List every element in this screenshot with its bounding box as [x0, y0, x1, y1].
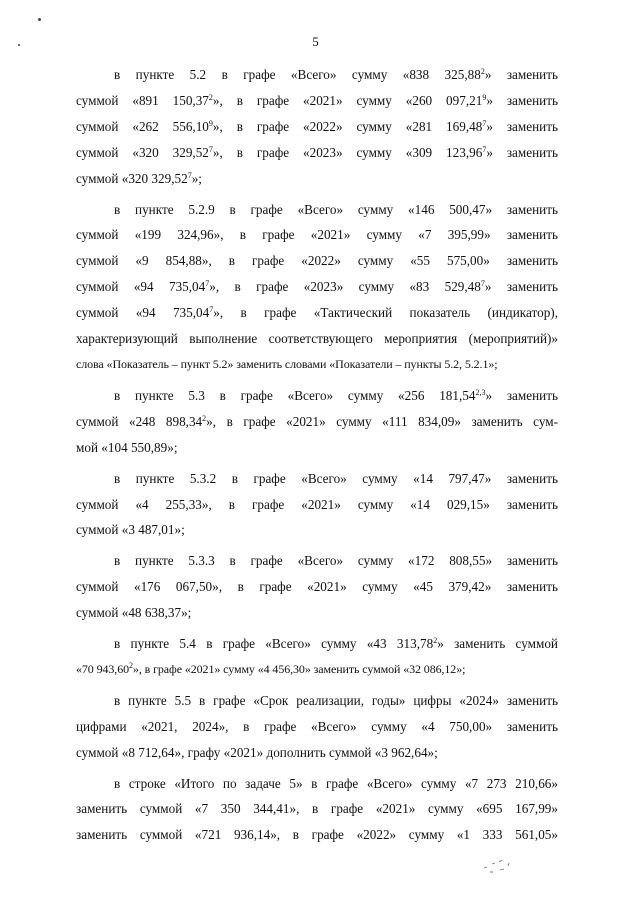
text-line: суммой «48 638,37»; [76, 605, 192, 621]
footnote-marker: 7 [205, 279, 210, 289]
document-body [76, 62, 558, 853]
footnote-marker: 7 [187, 170, 192, 180]
paragraph [76, 466, 558, 544]
text-line: в пункте 5.2 в графе «Всего» сумму «838 325,88$^2$» заменить [114, 67, 558, 82]
text-line: мой «104 550,89»; [76, 439, 178, 455]
page-number: 5 [312, 34, 319, 49]
footnote-marker: 7 [208, 144, 213, 154]
text-line: суммой «248 898,34$^2$», в графе «2021» сумму «111 834,09» заменить сум- [76, 413, 558, 429]
footnote-marker: 2 [433, 636, 438, 646]
text-line: суммой «891 150,37$^2$», в графе «2021» сумму «260 097,21$^9$» заменить [76, 92, 558, 108]
text-line: в пункте 5.4 в графе «Всего» сумму «43 313,78$^2$» заменить суммой [114, 636, 558, 652]
paragraph [76, 548, 558, 626]
text-line: заменить суммой «721 936,14», в графе «2022» сумму «1 333 561,05» [76, 827, 558, 843]
footnote-marker: 7 [480, 279, 485, 289]
footnote-marker: 2 [202, 413, 207, 423]
footnote-marker: 2,3 [475, 387, 486, 397]
footnote-marker: 7 [482, 118, 487, 128]
footnote-marker: 7 [482, 144, 487, 154]
paragraph [76, 688, 558, 766]
text-line: суммой «199 324,96», в графе «2021» сумму «7 395,99» заменить [76, 227, 558, 243]
text-line: заменить суммой «7 350 344,41», в графе «2021» сумму «695 167,99» [76, 801, 558, 817]
text-line: суммой «262 556,10$^9$», в графе «2022» сумму «281 169,48$^7$» заменить [76, 118, 558, 134]
text-line: в строке «Итого по задаче 5» в графе «Всего» сумму «7 273 210,66» [114, 775, 558, 791]
text-line: характеризующий выполнение соответствующего мероприятия (мероприятий)» [76, 331, 558, 347]
text-line: суммой «94 735,04$^7$», в графе «2023» сумму «83 529,48$^7$» заменить [76, 279, 558, 295]
paragraph [76, 383, 558, 461]
text-line: суммой «9 854,88», в графе «2022» сумму «55 575,00» заменить [76, 253, 558, 269]
text-line: суммой «320 329,52$^7$»; [76, 170, 202, 186]
footnote-marker: 7 [209, 305, 214, 315]
text-line: «70 943,60$^2$», в графе «2021» сумму «4 456,30» заменить суммой «32 086,12»; [76, 660, 466, 676]
text-line: суммой «4 255,33», в графе «2021» сумму «14 029,15» заменить [76, 496, 558, 512]
footnote-marker: 2 [129, 660, 133, 670]
text-line: цифрами «2021, 2024», в графе «Всего» сумму «4 750,00» заменить [76, 718, 558, 734]
text-line: суммой «94 735,04$^7$», в графе «Тактический показатель (индикатор), [76, 305, 558, 321]
text-line: в пункте 5.2.9 в графе «Всего» сумму «146 500,47» заменить [114, 201, 558, 217]
text-line: суммой «320 329,52$^7$», в графе «2023» сумму «309 123,96$^7$» заменить [76, 144, 558, 160]
text-line: суммой «8 712,64», графу «2021» дополнить суммой «3 962,64»; [76, 744, 438, 760]
paragraph [76, 197, 558, 378]
text-line: в пункте 5.3.2 в графе «Всего» сумму «14 797,47» заменить [114, 470, 558, 486]
text-line: в пункте 5.5 в графе «Срок реализации, годы» цифры «2024» заменить [114, 692, 558, 708]
text-line: суммой «176 067,50», в графе «2021» сумму «45 379,42» заменить [76, 579, 558, 595]
text-line: в пункте 5.3.3 в графе «Всего» сумму «172 808,55» заменить [114, 553, 558, 569]
scan-dot [38, 18, 41, 21]
text-line: слова «Показатель – пункт 5.2» заменить словами «Показатели – пункты 5.2, 5.2.1»; [76, 356, 498, 371]
footnote-marker: 2 [480, 67, 485, 76]
paragraph [76, 631, 558, 683]
footnote-marker: 9 [482, 92, 487, 102]
paragraph [76, 62, 558, 192]
paragraph [76, 771, 558, 849]
text-line: в пункте 5.3 в графе «Всего» сумму «256 181,54$^{2,3}$» заменить [114, 387, 558, 403]
footnote-marker: 2 [208, 92, 213, 102]
footnote-marker: 9 [208, 118, 213, 128]
handwritten-mark [478, 850, 528, 880]
text-line: суммой «3 487,01»; [76, 522, 185, 538]
